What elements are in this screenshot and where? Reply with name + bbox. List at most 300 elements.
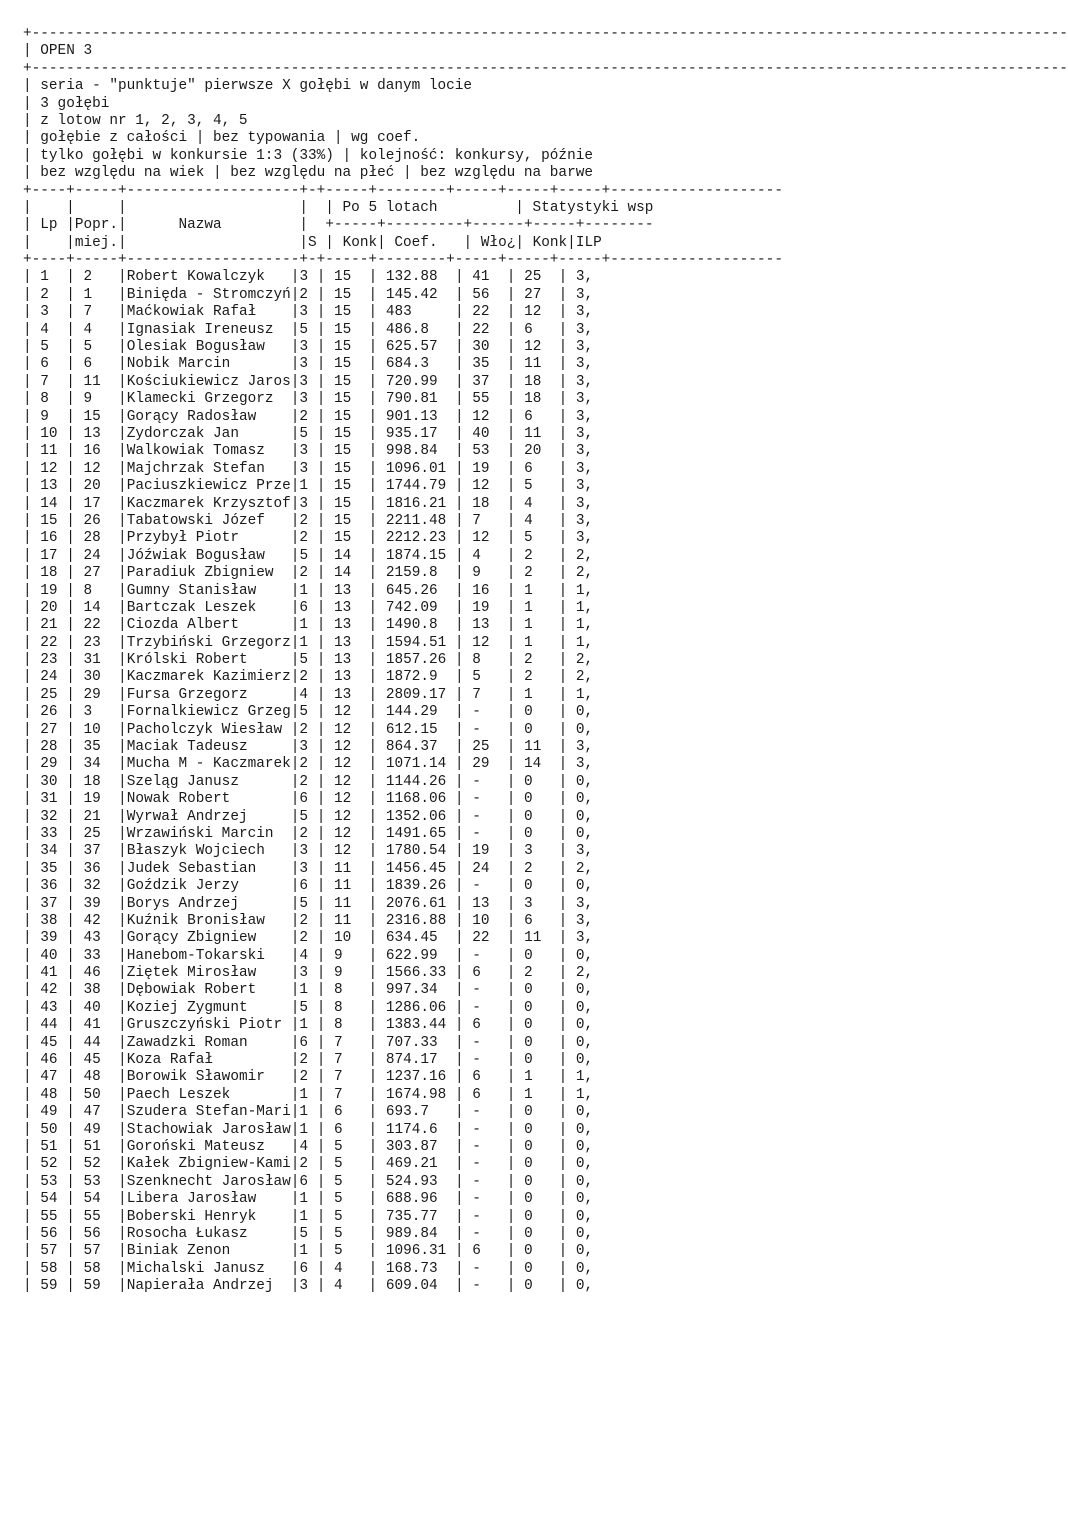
info-text: tylko gołębi w konkursie 1:3 (33%) | kolejność: konkursy, późnie [40,147,593,164]
row-wlo: 6 [472,1017,481,1034]
row-coef: 625.57 [385,339,438,356]
row-coef: 935.17 [385,425,438,442]
row-name: Michalski Janusz [126,1260,265,1277]
row-s: 2 [299,825,309,842]
row-ilp: 2, [575,669,594,686]
row-konk2: 0 [524,1156,533,1173]
row-coef: 742.09 [385,599,438,616]
row-s: 6 [299,599,309,616]
row-coef: 1352.06 [385,808,447,825]
row-lp: 38 [40,912,58,929]
col-konk-header: Konk [342,234,378,251]
row-wlo: - [472,1034,481,1051]
table-row: | 40 | 33 |Hanebom-Tokarski |4 | 9 | 622.99 | - | 0 | 0, [23,947,594,964]
row-konk: 10 [333,930,352,947]
row-ilp: 1, [575,1086,594,1103]
row-popr: 16 [83,443,101,460]
row-popr: 8 [83,582,93,599]
row-wlo: 10 [472,912,490,929]
row-ilp: 0, [575,773,594,790]
report-title-line: | OPEN 3 [23,43,93,60]
row-s: 3 [299,843,309,860]
row-lp: 35 [40,860,58,877]
info-text: bez względu na wiek | bez względu na płeć | bez względu na barwe [40,165,593,182]
row-coef: 168.73 [385,1260,438,1277]
row-konk2: 27 [524,286,542,303]
row-coef: 720.99 [385,373,438,390]
row-s: 4 [299,686,309,703]
info-line: | bez względu na wiek | bez względu na płeć | bez względu na barwe [23,165,593,182]
row-s: 6 [299,1173,309,1190]
row-ilp: 2, [575,565,594,582]
row-konk2: 6 [524,321,533,338]
row-konk: 7 [333,1052,343,1069]
row-lp: 2 [40,286,49,303]
row-konk: 15 [334,339,352,356]
col-nazwa-header: Nazwa [178,217,222,234]
row-coef: 1594.51 [385,634,447,651]
row-coef: 684.3 [385,356,430,373]
table-row: | 9 | 15 |Gorący Radosław |2 | 15 | 901.13 | 12 | 6 | 3, [23,408,594,425]
row-konk2: 0 [524,825,533,842]
row-name: Koza Rafał [126,1052,214,1069]
row-s: 5 [299,808,309,825]
top-border: +------------------------------------------------------------------------------------------------------------------------ [23,26,1068,42]
row-coef: 997.34 [385,982,438,999]
row-wlo: - [472,1104,481,1121]
table-row: | 50 | 49 |Stachowiak Jarosław|1 | 6 | 1174.6 | - | 0 | 0, [23,1121,594,1138]
row-lp: 47 [40,1069,58,1086]
header-row-2: | Lp |Popr.| Nazwa | +-----+---------+------+-----+-------- [23,217,654,234]
row-name: Zawadzki Roman [126,1034,248,1051]
row-konk2: 2 [524,860,533,877]
row-s: 3 [299,356,309,373]
row-konk: 5 [333,1208,343,1225]
row-name: Libera Jarosław [126,1191,257,1208]
row-popr: 52 [83,1156,101,1173]
row-popr: 43 [83,930,101,947]
row-konk: 8 [333,1017,343,1034]
table-row: | 57 | 57 |Biniak Zenon |1 | 5 | 1096.31 | 6 | 0 | 0, [23,1243,594,1260]
row-coef: 2211.48 [385,512,447,529]
row-coef: 1490.8 [385,617,438,634]
row-popr: 5 [83,339,93,356]
row-ilp: 0, [575,1034,594,1051]
row-wlo: - [472,1191,481,1208]
row-popr: 54 [83,1191,101,1208]
row-popr: 57 [83,1243,101,1260]
row-coef: 1383.44 [385,1017,447,1034]
row-coef: 1491.65 [385,825,447,842]
row-popr: 36 [83,860,101,877]
row-s: 5 [299,547,309,564]
row-popr: 49 [83,1121,101,1138]
row-wlo: 25 [472,739,490,756]
row-coef: 1096.31 [385,1243,447,1260]
row-s: 4 [299,1139,309,1155]
table-row: | 59 | 59 |Napierała Andrzej |3 | 4 | 609.04 | - | 0 | 0, [23,1278,594,1295]
row-name: Robert Kowalczyk [126,269,265,286]
row-name: Goroński Mateusz [126,1139,265,1155]
row-name: Maćkowiak Rafał [126,304,257,321]
row-s: 2 [299,773,309,790]
row-konk2: 0 [524,999,533,1016]
row-s: 1 [299,1104,309,1121]
row-lp: 41 [40,965,58,982]
row-ilp: 0, [575,1260,594,1277]
row-s: 5 [299,704,309,721]
row-wlo: 6 [472,1086,481,1103]
row-wlo: - [472,1225,481,1242]
row-wlo: - [472,1260,481,1277]
row-popr: 14 [83,599,101,616]
row-ilp: 3, [575,739,594,756]
row-ilp: 3, [575,443,594,460]
row-s: 3 [299,495,309,512]
row-name: Przybył Piotr [126,530,239,547]
row-coef: 145.42 [385,286,438,303]
table-row: | 37 | 39 |Borys Andrzej |5 | 11 | 2076.61 | 13 | 3 | 3, [23,895,594,912]
row-wlo: 7 [472,686,481,703]
row-wlo: - [472,1278,481,1295]
row-s: 3 [299,373,309,390]
row-popr: 13 [83,425,101,442]
row-coef: 524.93 [385,1173,438,1190]
row-konk2: 0 [524,1260,533,1277]
row-popr: 39 [83,895,101,912]
row-konk: 9 [333,965,343,982]
row-wlo: - [472,982,481,999]
row-konk: 15 [333,321,352,338]
row-lp: 3 [40,304,49,321]
row-popr: 58 [83,1260,101,1277]
row-konk: 5 [333,1191,343,1208]
table-row: | 32 | 21 |Wyrwał Andrzej |5 | 12 | 1352.06 | - | 0 | 0, [23,808,594,825]
row-name: Borowik Sławomir [126,1069,265,1086]
row-popr: 37 [83,843,101,860]
row-s: 2 [299,721,309,738]
row-wlo: 19 [472,843,490,860]
row-coef: 634.45 [385,930,438,947]
table-row: | 14 | 17 |Kaczmarek Krzysztof|3 | 15 | 1816.21 | 18 | 4 | 3, [23,495,594,512]
table-row: | 49 | 47 |Szudera Stefan-Mari|1 | 6 | 693.7 | - | 0 | 0, [23,1104,594,1121]
row-wlo: 12 [472,478,490,495]
row-lp: 29 [40,756,58,773]
row-konk: 8 [333,982,343,999]
row-konk2: 1 [524,1069,533,1086]
row-wlo: - [472,1156,481,1173]
row-name: Trzybiński Grzegorz [126,634,291,651]
row-konk: 15 [334,512,352,529]
row-lp: 19 [40,582,58,599]
row-ilp: 1, [575,634,594,651]
row-ilp: 3, [575,895,594,912]
row-s: 2 [299,565,309,582]
row-s: 2 [299,530,309,547]
col-coef-header: Coef. [394,234,438,251]
table-row: | 36 | 32 |Goździk Jerzy |6 | 11 | 1839.26 | - | 0 | 0, [23,878,594,895]
table-row: | 12 | 12 |Majchrzak Stefan |3 | 15 | 1096.01 | 19 | 6 | 3, [23,460,594,477]
row-wlo: 5 [472,669,481,686]
table-row: | 47 | 48 |Borowik Sławomir |2 | 7 | 1237.16 | 6 | 1 | 1, [23,1069,594,1086]
row-lp: 7 [40,373,49,390]
row-s: 3 [299,269,309,286]
row-coef: 989.84 [385,1225,438,1242]
row-ilp: 3, [575,530,594,547]
header-bottom-border: +----+-----+--------------------+-+-----+--------+-----+-----+-----+-------------------- [23,252,783,269]
row-coef: 1456.45 [385,860,447,877]
row-konk2: 1 [524,686,533,703]
row-ilp: 0, [575,1052,594,1069]
row-name: Stachowiak Jarosław [126,1121,291,1138]
row-lp: 30 [40,773,58,790]
row-lp: 33 [40,825,58,842]
row-ilp: 0, [575,808,594,825]
row-name: Judek Sebastian [126,860,257,877]
row-s: 5 [299,1225,309,1242]
row-name: Ignasiak Ireneusz [126,321,274,338]
row-konk: 9 [334,947,343,964]
row-name: Klamecki Grzegorz [126,391,274,408]
row-konk: 15 [333,304,352,321]
row-s: 4 [299,947,309,964]
table-row: | 31 | 19 |Nowak Robert |6 | 12 | 1168.06 | - | 0 | 0, [23,791,594,808]
row-name: Kałek Zbigniew-Kami [126,1156,291,1173]
row-lp: 4 [40,321,49,338]
row-name: Binięda - Stromczyń [126,286,291,303]
row-konk2: 0 [524,947,533,964]
row-konk: 15 [333,425,352,442]
row-coef: 1674.98 [385,1086,447,1103]
row-name: Nowak Robert [126,791,231,808]
row-s: 3 [299,339,309,356]
row-coef: 1144.26 [385,773,447,790]
row-lp: 58 [40,1260,58,1277]
row-name: Hanebom-Tokarski [126,947,265,964]
row-konk2: 0 [524,1017,533,1034]
table-row: | 42 | 38 |Dębowiak Robert |1 | 8 | 997.34 | - | 0 | 0, [23,982,594,999]
row-coef: 1744.79 [385,478,447,495]
row-ilp: 3, [575,304,594,321]
row-konk: 11 [333,878,352,895]
row-konk: 13 [333,652,352,669]
row-popr: 59 [83,1278,101,1295]
row-s: 5 [299,652,309,669]
row-wlo: - [472,791,481,808]
row-konk2: 0 [524,1243,533,1260]
row-konk: 7 [334,1069,343,1086]
row-wlo: - [472,1052,481,1069]
row-lp: 51 [40,1139,58,1155]
info-text: gołębie z całości | bez typowania | wg coef. [40,130,421,147]
row-ilp: 3, [575,460,594,477]
row-name: Ziętek Mirosław [126,965,257,982]
row-s: 3 [299,1278,309,1295]
row-coef: 1168.06 [385,791,447,808]
row-wlo: 12 [472,408,490,425]
row-konk2: 0 [524,982,533,999]
row-s: 6 [299,791,309,808]
row-coef: 2809.17 [385,686,447,703]
table-row: | 54 | 54 |Libera Jarosław |1 | 5 | 688.96 | - | 0 | 0, [23,1191,594,1208]
row-wlo: 6 [472,965,481,982]
row-coef: 688.96 [385,1191,438,1208]
col-wlo-header: Wło¿ [480,234,516,251]
row-konk2: 0 [524,1034,533,1051]
row-ilp: 0, [575,704,594,721]
table-row: | 45 | 44 |Zawadzki Roman |6 | 7 | 707.33 | - | 0 | 0, [23,1034,594,1051]
row-wlo: 22 [472,321,490,338]
row-konk2: 2 [524,547,533,564]
row-name: Gorący Zbigniew [126,930,257,947]
row-wlo: 4 [472,547,481,564]
row-s: 6 [299,1260,309,1277]
row-konk: 13 [333,686,352,703]
row-name: Olesiak Bogusław [126,339,265,356]
row-wlo: 12 [472,530,490,547]
table-row: | 58 | 58 |Michalski Janusz |6 | 4 | 168.73 | - | 0 | 0, [23,1260,594,1277]
row-ilp: 2, [575,965,594,982]
info-text: z lotow nr 1, 2, 3, 4, 5 [40,112,248,129]
row-wlo: 16 [472,582,490,599]
row-konk: 12 [333,825,352,842]
row-konk: 13 [333,582,352,599]
row-name: Fornalkiewicz Grzeg [126,704,291,721]
info-line: | seria - "punktuje" pierwsze X gołębi w danym locie [23,78,473,95]
row-konk: 12 [334,843,352,860]
row-ilp: 1, [575,599,594,616]
table-row: | 43 | 40 |Koziej Zygmunt |5 | 8 | 1286.06 | - | 0 | 0, [23,999,594,1016]
row-s: 3 [299,460,309,477]
row-konk: 5 [334,1139,343,1155]
table-row: | 18 | 27 |Paradiuk Zbigniew |2 | 14 | 2159.8 | 9 | 2 | 2, [23,565,594,582]
row-wlo: 7 [472,512,481,529]
row-konk: 15 [333,530,352,547]
table-row: | 38 | 42 |Kuźnik Bronisław |2 | 11 | 2316.88 | 10 | 6 | 3, [23,912,594,929]
row-lp: 13 [40,478,58,495]
row-name: Szeląg Janusz [126,773,239,790]
row-konk2: 4 [524,512,533,529]
row-konk2: 0 [524,704,533,721]
row-lp: 8 [40,391,49,408]
row-s: 6 [299,1034,309,1051]
row-konk2: 0 [524,1121,533,1138]
row-konk: 12 [333,739,352,756]
row-konk2: 2 [524,652,533,669]
table-row: | 24 | 30 |Kaczmarek Kazimierz|2 | 13 | 1872.9 | 5 | 2 | 2, [23,669,594,686]
row-popr: 2 [83,269,93,286]
table-row: | 15 | 26 |Tabatowski Józef |2 | 15 | 2211.48 | 7 | 4 | 3, [23,512,594,529]
row-ilp: 2, [575,860,594,877]
row-popr: 56 [83,1225,101,1242]
row-name: Wyrwał Andrzej [126,808,248,825]
row-name: Królski Robert [126,652,248,669]
row-ilp: 0, [575,982,594,999]
table-row: | 5 | 5 |Olesiak Bogusław |3 | 15 | 625.57 | 30 | 12 | 3, [23,339,594,356]
row-konk2: 12 [524,339,542,356]
row-lp: 16 [40,530,58,547]
row-konk2: 0 [524,1208,533,1225]
row-wlo: - [472,1173,481,1190]
row-ilp: 3, [575,373,594,390]
row-s: 3 [299,739,309,756]
row-wlo: 53 [472,443,490,460]
row-coef: 483 [385,304,412,321]
row-coef: 735.77 [385,1208,438,1225]
row-wlo: 22 [472,304,490,321]
row-lp: 5 [40,339,49,356]
col-ilp-header: ILP [575,234,602,251]
row-lp: 44 [40,1017,58,1034]
row-popr: 44 [83,1034,101,1051]
row-konk2: 5 [524,530,533,547]
row-wlo: 8 [472,652,481,669]
row-s: 1 [299,1086,309,1103]
row-name: Paciuszkiewicz Prze [126,478,291,495]
row-lp: 46 [40,1052,58,1069]
row-ilp: 0, [575,791,594,808]
row-s: 2 [299,669,309,686]
row-coef: 707.33 [385,1034,438,1051]
row-ilp: 0, [575,1208,594,1225]
row-s: 3 [299,304,309,321]
row-coef: 1872.9 [385,669,438,686]
row-popr: 28 [83,530,101,547]
row-konk: 6 [333,1121,343,1138]
row-popr: 38 [83,982,101,999]
row-s: 5 [299,321,309,338]
row-popr: 22 [83,617,101,634]
row-name: Tabatowski Józef [126,512,265,529]
row-s: 6 [299,878,309,895]
col-popr-header: Popr. [74,217,119,234]
row-coef: 645.26 [385,582,438,599]
row-popr: 53 [83,1173,101,1190]
row-name: Zydorczak Jan [126,425,239,442]
row-konk2: 0 [524,1139,533,1155]
row-ilp: 0, [575,1173,594,1190]
row-coef: 790.81 [385,391,438,408]
row-popr: 45 [83,1052,101,1069]
row-ilp: 0, [575,947,594,964]
row-popr: 3 [83,704,93,721]
row-ilp: 0, [575,999,594,1016]
row-coef: 1566.33 [385,965,447,982]
row-popr: 40 [83,999,101,1016]
row-lp: 23 [40,652,58,669]
row-lp: 14 [40,495,58,512]
row-konk2: 0 [524,791,533,808]
row-s: 1 [299,582,309,599]
row-ilp: 3, [575,356,594,373]
row-s: 1 [299,1121,309,1138]
row-popr: 42 [83,912,101,929]
row-coef: 2212.23 [385,530,447,547]
row-konk2: 14 [524,756,542,773]
table-row: | 20 | 14 |Bartczak Leszek |6 | 13 | 742.09 | 19 | 1 | 1, [23,599,594,616]
row-konk: 15 [334,443,352,460]
row-lp: 31 [40,791,58,808]
row-ilp: 3, [575,269,594,286]
col-s-header: S [308,234,317,251]
row-konk2: 6 [524,460,533,477]
table-row: | 22 | 23 |Trzybiński Grzegorz|1 | 13 | 1594.51 | 12 | 1 | 1, [23,634,594,651]
row-ilp: 3, [575,843,594,860]
row-popr: 11 [83,373,101,390]
row-konk2: 2 [524,669,533,686]
row-lp: 48 [40,1086,58,1103]
group-header-stat: Statystyki wsp [532,199,654,216]
